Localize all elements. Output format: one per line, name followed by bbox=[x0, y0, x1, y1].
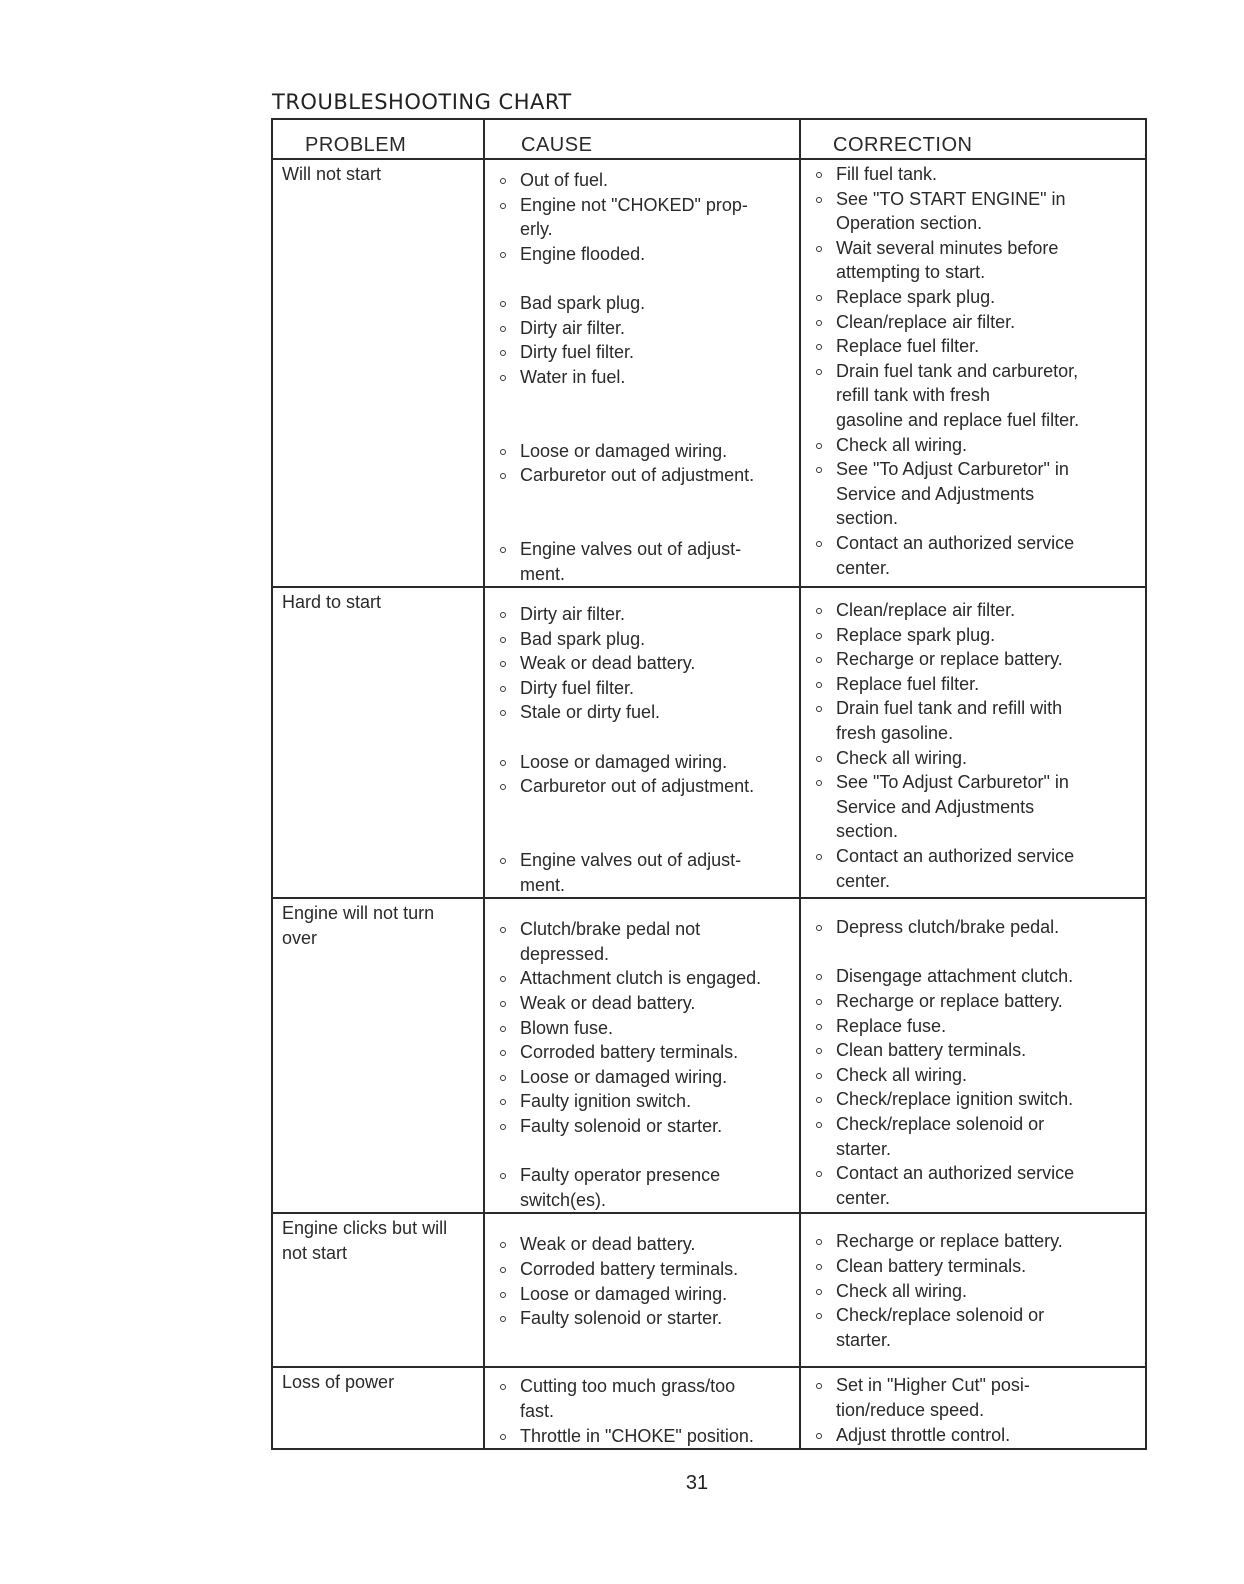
correction-list bbox=[801, 598, 1145, 893]
correction-text: Clean/replace air filter. bbox=[836, 600, 1016, 621]
correction-list bbox=[801, 1373, 1145, 1447]
cause-text: Out of fuel. bbox=[520, 170, 609, 190]
correction-list bbox=[801, 162, 1145, 580]
cause-text: Loose or damaged wiring. bbox=[520, 1283, 728, 1304]
cause-text: ment. bbox=[520, 563, 566, 584]
correction-text: Recharge or replace battery. bbox=[836, 1231, 1063, 1252]
cause-text: Dirty air filter. bbox=[520, 604, 626, 625]
cause-text: Faulty solenoid or starter. bbox=[520, 1308, 723, 1329]
correction-text: See "To Adjust Carburetor" in bbox=[836, 772, 1069, 793]
correction-item bbox=[801, 1063, 1145, 1088]
correction-text: Check all wiring. bbox=[836, 747, 968, 768]
table-row bbox=[272, 1367, 1146, 1449]
correction-text: Check/replace ignition switch. bbox=[836, 1089, 1074, 1110]
cause-text: switch(es). bbox=[520, 1189, 607, 1210]
header-problem: PROBLEM bbox=[272, 119, 484, 159]
cause-text: Engine valves out of adjust- bbox=[520, 538, 742, 559]
correction-item bbox=[801, 1373, 1145, 1422]
correction-list bbox=[801, 915, 1145, 1210]
correction-text: Drain fuel tank and carburetor, bbox=[836, 360, 1079, 381]
cause-item bbox=[485, 1016, 799, 1041]
cause-text: Stale or dirty fuel. bbox=[520, 702, 661, 723]
cause-list bbox=[485, 168, 799, 586]
correction-item bbox=[801, 1087, 1145, 1112]
problem-cell: Will not start bbox=[272, 159, 484, 587]
table-row bbox=[272, 159, 1146, 587]
correction-item bbox=[801, 647, 1145, 672]
cause-text: Weak or dead battery. bbox=[520, 993, 696, 1013]
correction-text: Check/replace solenoid or bbox=[836, 1305, 1045, 1326]
cause-item bbox=[485, 602, 799, 627]
correction-text: Check all wiring. bbox=[836, 1280, 968, 1301]
correction-text: starter. bbox=[836, 1329, 892, 1350]
cause-text: Dirty fuel filter. bbox=[520, 677, 635, 698]
correction-item bbox=[801, 989, 1145, 1014]
cause-item bbox=[485, 242, 799, 267]
correction-item bbox=[801, 285, 1145, 310]
cause-text: Weak or dead battery. bbox=[520, 1234, 696, 1255]
cause-text: Loose or damaged wiring. bbox=[520, 1066, 728, 1087]
cause-text: Loose or damaged wiring. bbox=[520, 751, 728, 772]
correction-text: starter. bbox=[836, 1138, 892, 1159]
correction-item bbox=[801, 915, 1145, 940]
cause-item bbox=[485, 1282, 799, 1307]
correction-text: center. bbox=[836, 870, 891, 891]
cause-text: Dirty air filter. bbox=[520, 317, 626, 338]
correction-text: Clean battery terminals. bbox=[836, 1040, 1027, 1061]
table-row bbox=[272, 587, 1146, 898]
cause-item bbox=[485, 917, 799, 966]
correction-text: Clean/replace air filter. bbox=[836, 311, 1016, 332]
cause-item bbox=[485, 1089, 799, 1114]
cause-item bbox=[485, 340, 799, 365]
correction-text: Replace spark plug. bbox=[836, 286, 996, 307]
correction-text: tion/reduce speed. bbox=[836, 1399, 985, 1420]
correction-text: Contact an authorized service bbox=[836, 1163, 1075, 1184]
cause-text: Throttle in "CHOKE" position. bbox=[520, 1425, 754, 1446]
correction-text: refill tank with fresh bbox=[836, 385, 991, 406]
cause-item bbox=[485, 1040, 799, 1065]
correction-item bbox=[801, 1303, 1145, 1352]
cause-item bbox=[485, 439, 799, 464]
correction-text: Contact an authorized service bbox=[836, 532, 1075, 553]
correction-text: center. bbox=[836, 557, 891, 578]
cause-list bbox=[485, 1374, 799, 1448]
problem-cell: Loss of power bbox=[272, 1367, 484, 1449]
correction-item bbox=[801, 236, 1145, 285]
cause-item bbox=[485, 774, 799, 799]
correction-item bbox=[801, 433, 1145, 458]
cause-cell bbox=[484, 159, 800, 587]
correction-item bbox=[801, 310, 1145, 335]
cause-item bbox=[485, 991, 799, 1016]
header-correction: CORRECTION bbox=[800, 119, 1146, 159]
cause-item bbox=[485, 291, 799, 316]
cause-text: erly. bbox=[520, 219, 553, 240]
cause-item bbox=[485, 1374, 799, 1423]
cause-item bbox=[485, 1257, 799, 1282]
cause-text: Weak or dead battery. bbox=[520, 653, 696, 674]
correction-item bbox=[801, 964, 1145, 989]
correction-text: attempting to start. bbox=[836, 262, 986, 283]
cause-item bbox=[485, 1232, 799, 1257]
correction-text: Recharge or replace battery. bbox=[836, 991, 1063, 1011]
correction-text: Service and Adjustments bbox=[836, 796, 1035, 817]
cause-item bbox=[485, 700, 799, 725]
cause-item bbox=[485, 848, 799, 897]
correction-text: Adjust throttle control. bbox=[836, 1424, 1011, 1445]
correction-text: Check/replace solenoid or bbox=[836, 1113, 1045, 1134]
cause-text: Bad spark plug. bbox=[520, 628, 646, 649]
cause-item bbox=[485, 1424, 799, 1449]
page-number: 31 bbox=[685, 1472, 709, 1494]
cause-item bbox=[485, 651, 799, 676]
cause-text: Clutch/brake pedal not bbox=[520, 919, 701, 940]
cause-text: Blown fuse. bbox=[520, 1017, 614, 1038]
table-row bbox=[272, 1213, 1146, 1367]
cause-item bbox=[485, 1306, 799, 1331]
correction-item bbox=[801, 162, 1145, 187]
cause-item bbox=[485, 316, 799, 341]
correction-text: Set in "Higher Cut" posi- bbox=[836, 1375, 1030, 1396]
correction-list bbox=[801, 1229, 1145, 1352]
cause-item bbox=[485, 627, 799, 652]
cause-item bbox=[485, 365, 799, 390]
cause-text: fast. bbox=[520, 1400, 555, 1421]
cause-text: Water in fuel. bbox=[520, 366, 626, 387]
cause-cell bbox=[484, 898, 800, 1213]
correction-text: section. bbox=[836, 821, 899, 842]
correction-item bbox=[801, 1038, 1145, 1063]
correction-item bbox=[801, 770, 1145, 844]
cause-item bbox=[485, 1065, 799, 1090]
cause-item bbox=[485, 750, 799, 775]
cause-text: Loose or damaged wiring. bbox=[520, 440, 728, 461]
header-cause: CAUSE bbox=[484, 119, 800, 159]
cause-text: Carburetor out of adjustment. bbox=[520, 776, 755, 797]
correction-item bbox=[801, 457, 1145, 531]
correction-cell bbox=[800, 898, 1146, 1213]
correction-item bbox=[801, 531, 1145, 580]
cause-text: Bad spark plug. bbox=[520, 292, 646, 313]
correction-item bbox=[801, 1014, 1145, 1039]
correction-item bbox=[801, 359, 1145, 433]
correction-text: Replace fuel filter. bbox=[836, 673, 980, 694]
table-row bbox=[272, 898, 1146, 1213]
correction-item bbox=[801, 1161, 1145, 1210]
correction-text: Replace fuel filter. bbox=[836, 336, 980, 357]
cause-list bbox=[485, 1232, 799, 1330]
cause-item bbox=[485, 1114, 799, 1139]
correction-text: Disengage attachment clutch. bbox=[836, 966, 1074, 987]
correction-item bbox=[801, 1112, 1145, 1161]
cause-text: Engine valves out of adjust- bbox=[520, 850, 742, 871]
correction-text: Check all wiring. bbox=[836, 434, 968, 455]
cause-text: Cutting too much grass/too bbox=[520, 1376, 736, 1397]
cause-item bbox=[485, 463, 799, 488]
cause-text: Faulty operator presence bbox=[520, 1165, 721, 1186]
correction-text: Check all wiring. bbox=[836, 1064, 968, 1085]
correction-text: Contact an authorized service bbox=[836, 846, 1075, 867]
correction-text: Clean battery terminals. bbox=[836, 1255, 1027, 1276]
cause-text: ment. bbox=[520, 874, 566, 895]
cause-item bbox=[485, 537, 799, 586]
cause-text: Carburetor out of adjustment. bbox=[520, 465, 755, 486]
correction-text: Operation section. bbox=[836, 213, 983, 234]
correction-item bbox=[801, 746, 1145, 771]
correction-text: Drain fuel tank and refill with bbox=[836, 698, 1063, 719]
correction-cell bbox=[800, 587, 1146, 898]
problem-cell: Hard to start bbox=[272, 587, 484, 898]
cause-item bbox=[485, 966, 799, 991]
correction-text: See "TO START ENGINE" in bbox=[836, 188, 1066, 209]
correction-text: Fill fuel tank. bbox=[836, 164, 938, 184]
correction-item bbox=[801, 672, 1145, 697]
correction-item bbox=[801, 1423, 1145, 1448]
correction-item bbox=[801, 1229, 1145, 1254]
troubleshooting-table bbox=[271, 118, 1147, 1450]
correction-text: fresh gasoline. bbox=[836, 723, 954, 744]
correction-item bbox=[801, 187, 1145, 236]
correction-cell bbox=[800, 159, 1146, 587]
cause-text: Corroded battery terminals. bbox=[520, 1042, 739, 1063]
problem-cell: Engine clicks but will not start bbox=[272, 1213, 484, 1367]
correction-item bbox=[801, 696, 1145, 745]
correction-text: Recharge or replace battery. bbox=[836, 649, 1063, 670]
correction-text: Wait several minutes before bbox=[836, 237, 1059, 258]
table-body bbox=[272, 159, 1146, 1449]
correction-text: gasoline and replace fuel filter. bbox=[836, 409, 1080, 430]
correction-text: Depress clutch/brake pedal. bbox=[836, 917, 1060, 938]
cause-item bbox=[485, 676, 799, 701]
cause-item bbox=[485, 168, 799, 193]
page-title: TROUBLESHOOTING CHART bbox=[272, 90, 572, 114]
cause-list bbox=[485, 917, 799, 1212]
correction-cell bbox=[800, 1367, 1146, 1449]
cause-list bbox=[485, 602, 799, 897]
cause-text: Faulty solenoid or starter. bbox=[520, 1115, 723, 1136]
cause-text: depressed. bbox=[520, 943, 610, 964]
correction-text: Service and Adjustments bbox=[836, 483, 1035, 504]
cause-item bbox=[485, 1163, 799, 1212]
correction-item bbox=[801, 334, 1145, 359]
correction-text: Replace fuse. bbox=[836, 1015, 947, 1036]
cause-text: Engine flooded. bbox=[520, 243, 646, 264]
correction-item bbox=[801, 623, 1145, 648]
correction-text: Replace spark plug. bbox=[836, 624, 996, 645]
problem-cell: Engine will not turn over bbox=[272, 898, 484, 1213]
correction-text: center. bbox=[836, 1187, 891, 1208]
cause-text: Attachment clutch is engaged. bbox=[520, 968, 762, 989]
cause-cell bbox=[484, 587, 800, 898]
cause-text: Engine not "CHOKED" prop- bbox=[520, 194, 748, 215]
table-header-row bbox=[272, 119, 1146, 159]
correction-item bbox=[801, 1254, 1145, 1279]
cause-cell bbox=[484, 1213, 800, 1367]
correction-text: See "To Adjust Carburetor" in bbox=[836, 459, 1069, 480]
correction-item bbox=[801, 1279, 1145, 1304]
cause-text: Faulty ignition switch. bbox=[520, 1091, 692, 1112]
cause-text: Corroded battery terminals. bbox=[520, 1258, 739, 1279]
correction-item bbox=[801, 844, 1145, 893]
cause-item bbox=[485, 193, 799, 242]
cause-text: Dirty fuel filter. bbox=[520, 342, 635, 363]
cause-cell bbox=[484, 1367, 800, 1449]
correction-item bbox=[801, 598, 1145, 623]
correction-cell bbox=[800, 1213, 1146, 1367]
correction-text: section. bbox=[836, 508, 899, 529]
